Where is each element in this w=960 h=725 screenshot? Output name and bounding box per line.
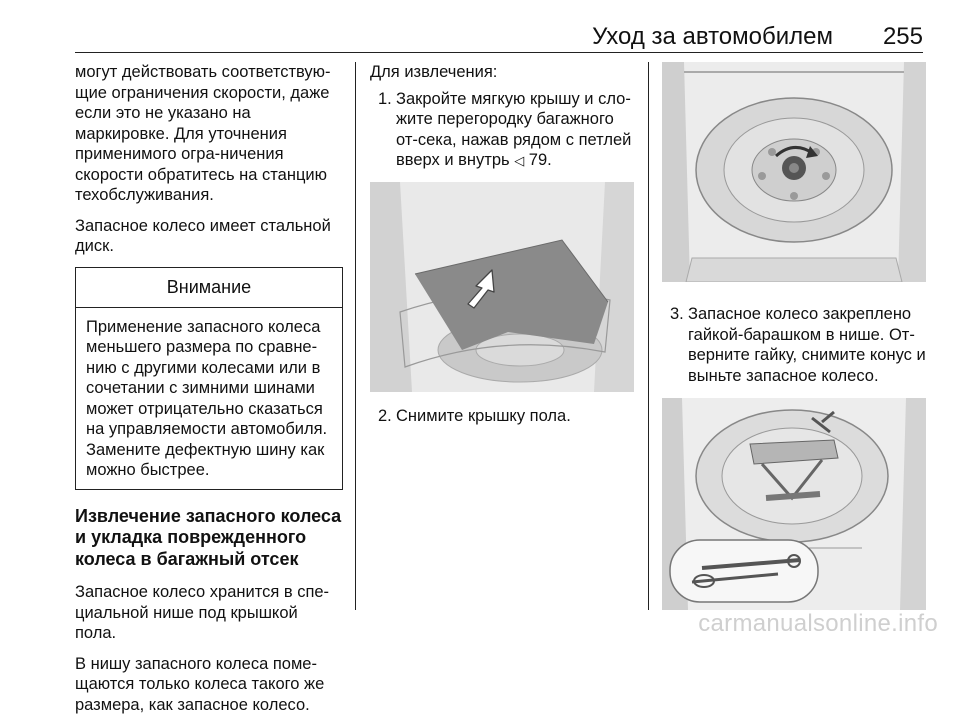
spare-wheel-drawing [662, 62, 926, 282]
page-header [75, 22, 923, 52]
step-number: 3. [670, 305, 684, 323]
paragraph: В нишу запасного колеса поме-щаются только колеса такого же размера, как запасное колесо. [75, 654, 325, 714]
page-reference-link[interactable]: 79. [528, 151, 552, 169]
steps-list [662, 304, 927, 386]
paragraph: Запасное колесо имеет стальной диск. [75, 216, 331, 255]
column-divider [648, 62, 649, 610]
column-left [75, 62, 343, 725]
warning-text: Применение запасного колеса меньшего размера по сравне-нию с другими колесами или в сочетании с зимними шинами может отрицательно сказаться на управляемости автомобиля. Замените дефектную шину как можно быстрее. [86, 317, 328, 479]
spare-wheel-well-illustration [662, 62, 926, 282]
step-text: Снимите крышку пола. [396, 406, 571, 425]
page-title: Уход за автомобилем [592, 23, 833, 50]
reference-arrow-icon: ◁ [514, 153, 525, 168]
trunk-floor-cover-illustration [370, 182, 634, 392]
header-rule [75, 52, 923, 53]
jack-tools-drawing [662, 398, 926, 610]
step-item [370, 406, 635, 427]
column-middle [370, 62, 635, 426]
jack-and-tools-illustration [662, 398, 926, 610]
column-right [662, 62, 927, 610]
warning-title: Внимание [76, 268, 342, 308]
steps-lead: Для извлечения: [370, 63, 498, 81]
step-number: 1. [378, 89, 392, 108]
section-heading: Извлечение запасного колеса и укладка поврежденного колеса в багажный отсек [75, 505, 342, 569]
warning-box [75, 267, 343, 490]
column-divider [355, 62, 356, 610]
step-number: 2. [378, 406, 392, 425]
paragraph: Запасное колесо хранится в спе-циальной нише под крышкой пола. [75, 583, 330, 642]
step-item [370, 89, 635, 172]
step-text: Закройте мягкую крышу и сло-жите перегородку багажного от-сека, нажав рядом с петлей вверх и внутрь [396, 89, 632, 169]
watermark: carmanualsonline.info [698, 610, 938, 637]
step-text: Запасное колесо закреплено гайкой-барашком в нише. От-верните гайку, снимите конус и выньте запасное колесо. [688, 305, 926, 385]
steps-list [370, 89, 635, 172]
paragraph: могут действовать соответствую-щие ограничения скорости, даже если это не указано на маркировке. Для уточнения применимого огра-ничения скорости обратитесь на станцию техобслуживания. [75, 63, 331, 204]
steps-list [370, 406, 635, 427]
page-number: 255 [882, 23, 923, 50]
trunk-floor-cover-drawing [370, 182, 634, 392]
step-item [662, 304, 927, 386]
